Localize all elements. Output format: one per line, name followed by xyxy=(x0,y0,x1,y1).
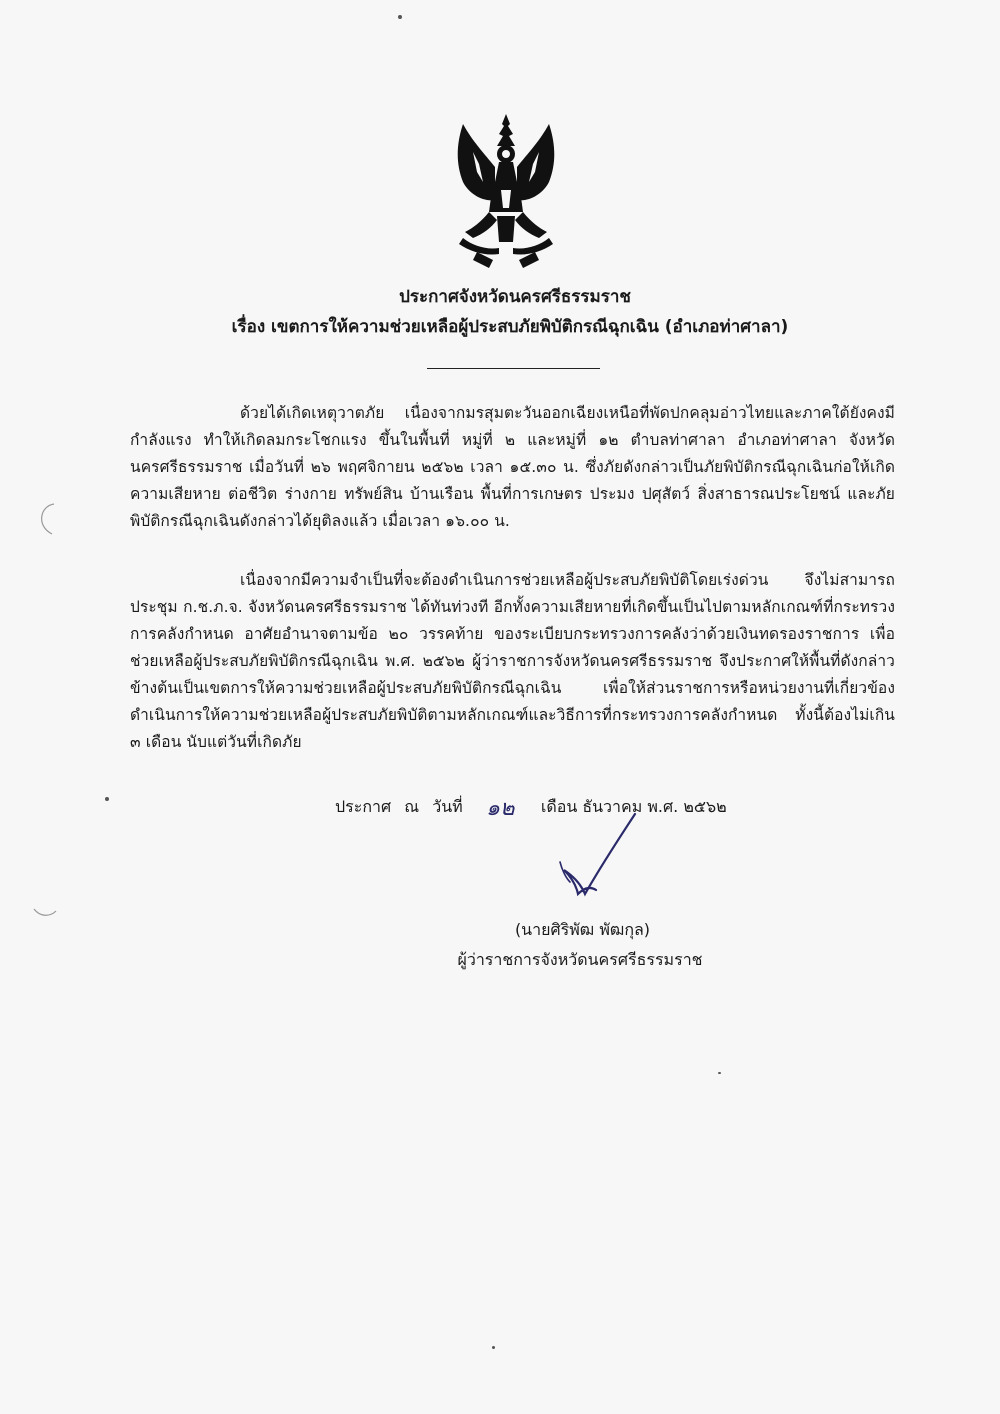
announcement-at: ณ xyxy=(404,797,420,816)
signatory-block xyxy=(400,915,760,975)
scan-speck xyxy=(398,15,402,19)
announcement-month-year: เดือน ธันวาคม พ.ศ. ๒๕๖๒ xyxy=(540,797,727,816)
document-subject: เรื่อง เขตการให้ความช่วยเหลือผู้ประสบภัยพิบัติกรณีฉุกเฉิน (อำเภอท่าศาลา) xyxy=(231,317,789,337)
punch-hole-mark-bottom xyxy=(30,895,60,935)
signatory-position: ผู้ว่าราชการจังหวัดนครศรีธรรมราช xyxy=(457,950,703,969)
header-divider xyxy=(427,368,600,369)
body-paragraph-1: ด้วยได้เกิดเหตุวาตภัย เนื่องจากมรสุมตะวันออกเฉียงเหนือที่พัดปกคลุมอ่าวไทยและภาคใต้ยังคงมีกำลังแรง ทำให้เกิดลมกระโชกแรง ขึ้นในพื้นที่ หมู่ที่ ๒ และหมู่ที่ ๑๒ ตำบลท่าศาลา อำเภอท่าศาลา จังหวัดนครศรีธรรมราช เมื่อวันที่ ๒๖ พฤศจิกายน ๒๕๖๒ เวลา ๑๕.๓๐ น. ซึ่งภัยดังกล่าวเป็นภัยพิบัติกรณีฉุกเฉินก่อให้เกิดความเสียหาย ต่อชีวิต ร่างกาย ทรัพย์สิน บ้านเรือน พื้นที่การเกษตร ประมง ปศุสัตว์ สิ่งสาธารณประโยชน์ และภัยพิบัติกรณีฉุกเฉินดังกล่าวได้ยุติลงแล้ว เมื่อเวลา ๑๖.๐๐ น. xyxy=(130,404,895,530)
signature-mark xyxy=(540,812,650,902)
scan-speck xyxy=(718,1072,721,1074)
punch-hole-mark-top xyxy=(30,500,60,540)
announcement-prefix: ประกาศ xyxy=(335,797,392,816)
body-paragraph-2: เนื่องจากมีความจำเป็นที่จะต้องดำเนินการช่วยเหลือผู้ประสบภัยพิบัติโดยเร่งด่วน จึงไม่สามารถประชุม ก.ช.ภ.จ. จังหวัดนครศรีธรรมราช ได้ทันท่วงที อีกทั้งความเสียหายที่เกิดขึ้นเป็นไปตามหลักเกณฑ์ที่กระทรวงการคลังกำหนด อาศัยอำนาจตามข้อ ๒๐ วรรคท้าย ของระเบียบกระทรวงการคลังว่าด้วยเงินทดรองราชการ เพื่อช่วยเหลือผู้ประสบภัยพิบัติกรณีฉุกเฉิน พ.ศ. ๒๕๖๒ ผู้ว่าราชการจังหวัดนครศรีธรรมราช จึงประกาศให้พื้นที่ดังกล่าวข้างต้นเป็นเขตการให้ความช่วยเหลือผู้ประสบภัยพิบัติกรณีฉุกเฉิน เพื่อให้ส่วนราชการหรือหน่วยงานที่เกี่ยวข้องดำเนินการให้ความช่วยเหลือผู้ประสบภัยพิบัติตามหลักเกณฑ์และวิธีการที่กระทรวงการคลังกำหนด ทั้งนี้ต้องไม่เกิน ๓ เดือน นับแต่วันที่เกิดภัย xyxy=(130,571,895,751)
scan-speck xyxy=(105,797,109,801)
handwritten-day: ๑๒ xyxy=(486,796,515,821)
scan-speck xyxy=(492,1346,495,1349)
announcement-day-label: วันที่ xyxy=(432,797,463,816)
signatory-name: (นายศิริพัฒ พัฒกุล) xyxy=(514,920,651,939)
document-title: ประกาศจังหวัดนครศรีธรรมราช xyxy=(399,287,631,307)
garuda-emblem-icon xyxy=(443,112,569,272)
document-header xyxy=(0,282,1000,342)
